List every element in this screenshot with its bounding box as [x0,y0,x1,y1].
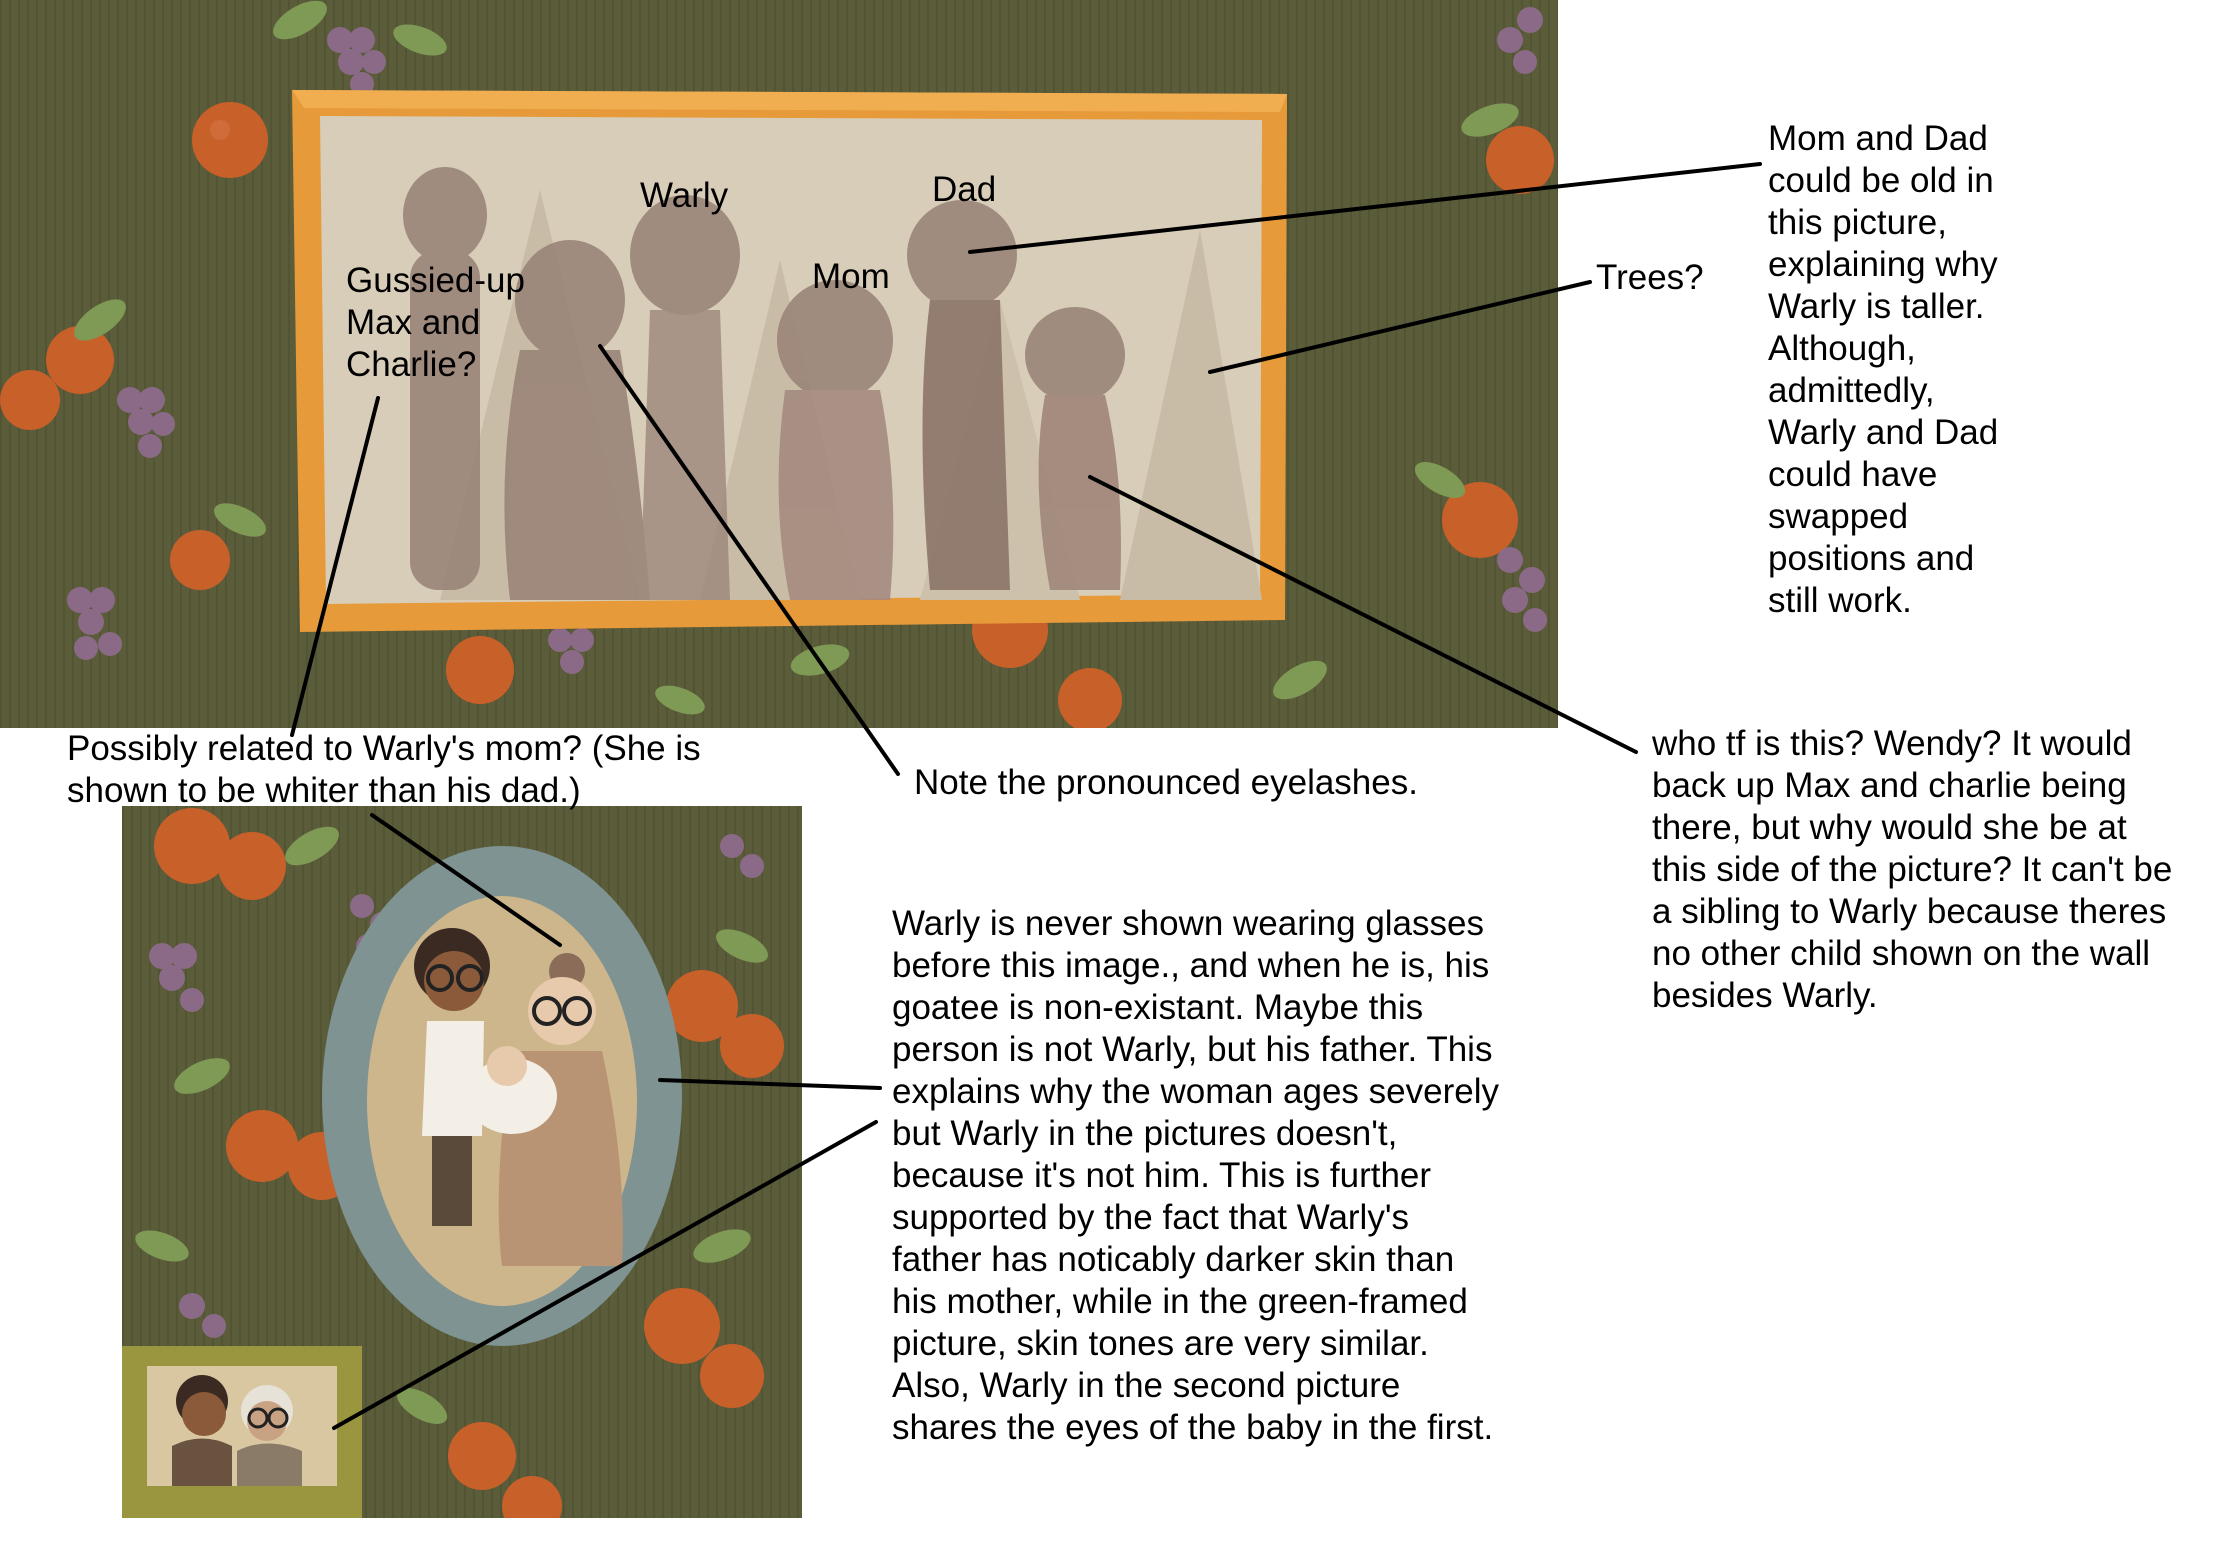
label-gussied-up: Gussied-up Max and Charlie? [346,261,525,384]
note-eyelashes: Note the pronounced eyelashes. [914,763,1418,802]
screenshot-top [0,0,1558,728]
label-trees: Trees? [1596,258,1704,297]
note-parents-old: Mom and Dad could be old in this picture, explaining why Warly is taller. Although, admittedly, Warly and Dad could have swapped positions and still work. [1768,119,1999,620]
wallpaper-top-art [0,0,1558,728]
label-mom: Mom [812,257,890,296]
oval-portrait-frame [322,846,682,1346]
note-glasses: Warly is never shown wearing glasses before this image., and when he is, his goatee is non-existant. Maybe this person is not Warly, but his father. This explains why the woman ages severely but Warly in the pictures doesn't, because it's not him. This is further supported by the fact that Warly's father has noticably darker skin than his mother, while in the green-framed picture, skin tones are very similar. Also, Warly in the second picture shares the eyes of the baby in the first. [892,904,1499,1447]
label-dad: Dad [932,170,997,209]
small-photo-frame [122,1346,362,1518]
label-warly: Warly [640,176,729,215]
note-who-is-this: who tf is this? Wendy? It would back up Max and charlie being there, but why would she be at this side of the picture? It can't be a sibling to Warly because theres no other child shown on the wall besides Warly. [1652,724,2173,1015]
wallpaper-bottom-art [122,806,802,1518]
screenshot-bottom [122,806,802,1518]
note-related-to-mom: Possibly related to Warly's mom? (She is shown to be whiter than his dad.) [67,729,701,810]
